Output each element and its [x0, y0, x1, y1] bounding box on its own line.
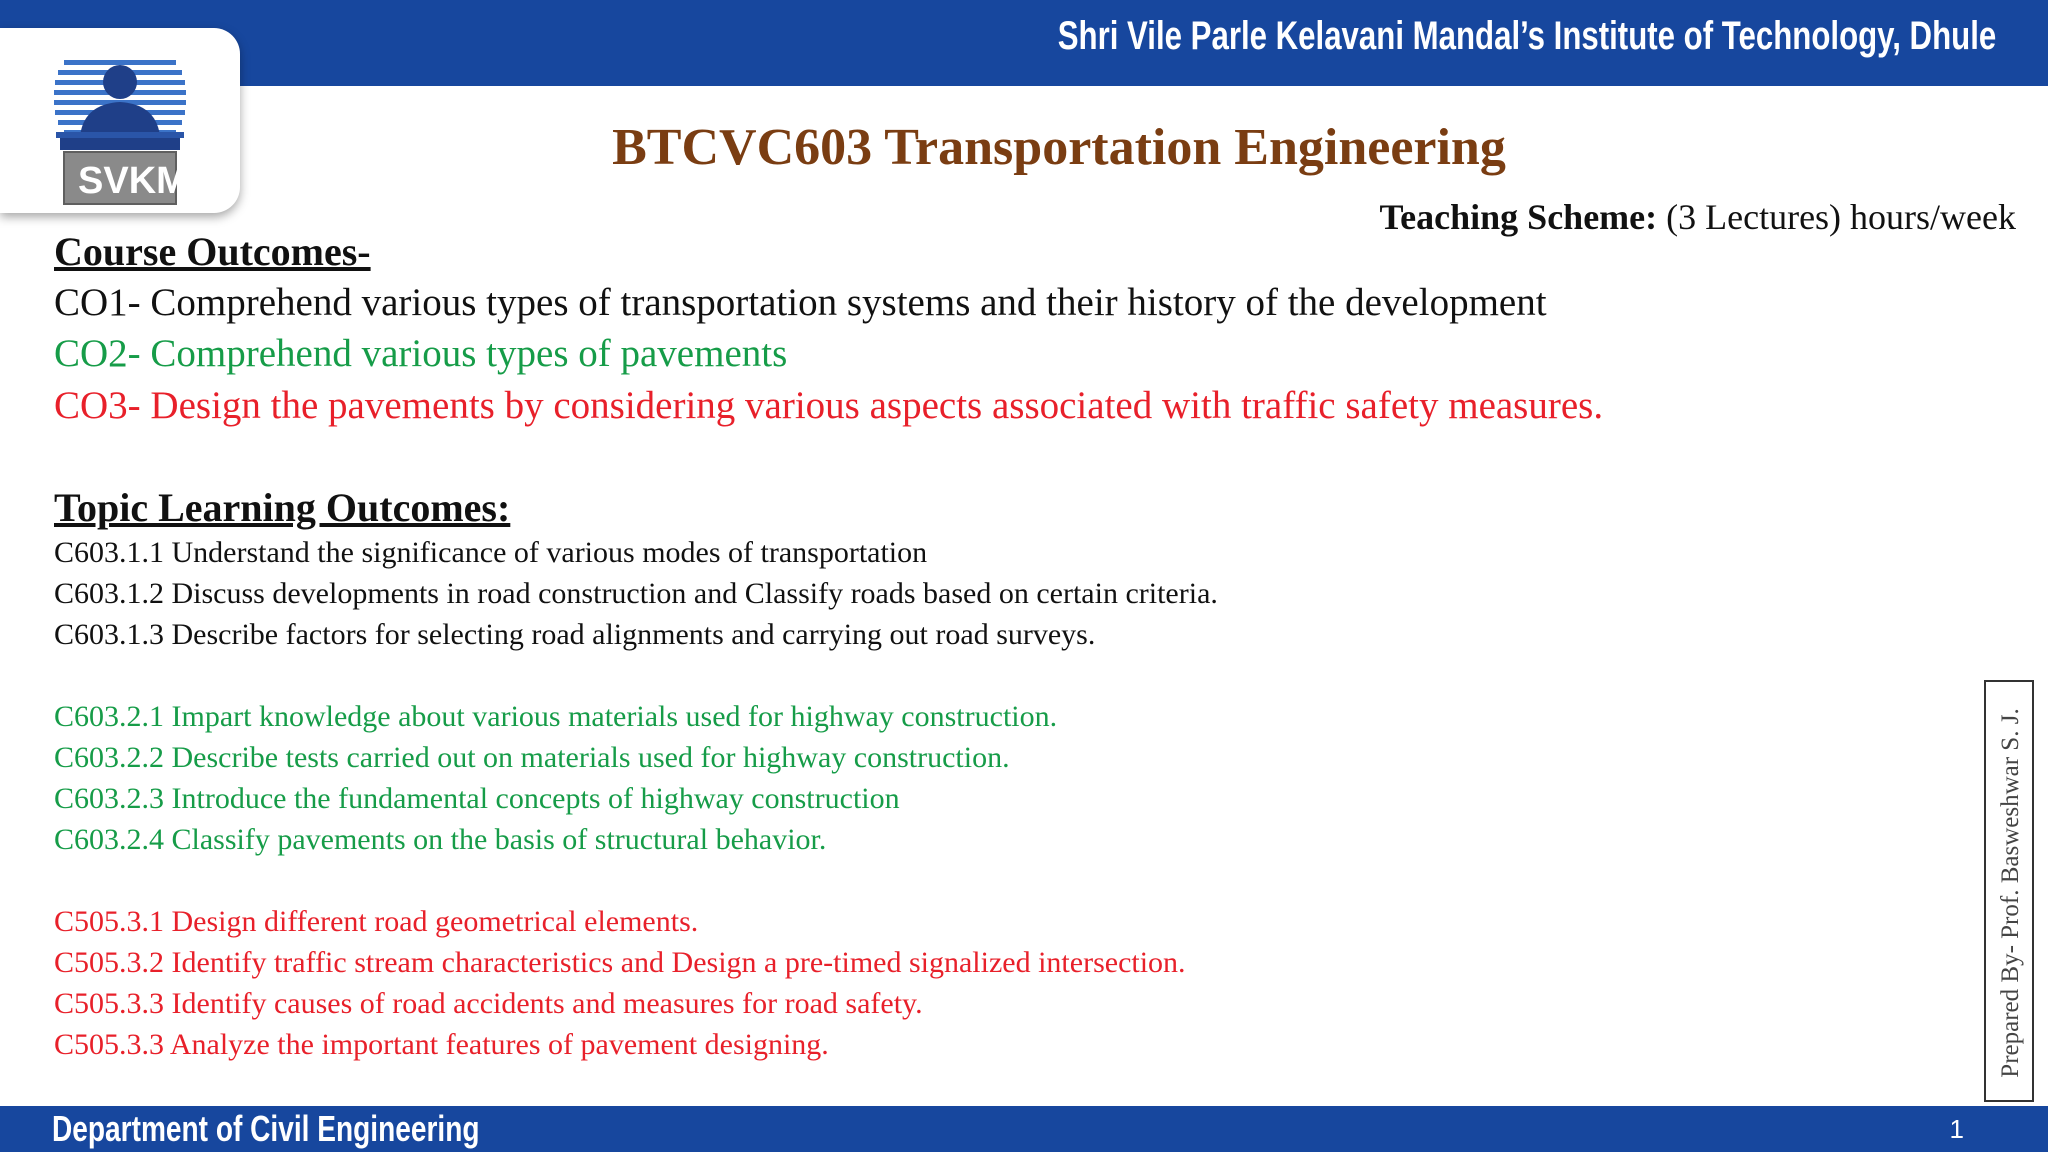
- course-outcomes-heading: Course Outcomes-: [54, 229, 371, 274]
- department-name: Department of Civil Engineering: [52, 1108, 480, 1149]
- tlo-item: C505.3.3 Analyze the important features of pavement designing.: [54, 1028, 829, 1061]
- page-number: 1: [1949, 1114, 1964, 1144]
- teaching-scheme-value: (3 Lectures) hours/week: [1657, 197, 2016, 237]
- logo-text: SVKM: [78, 160, 188, 202]
- tlo-item: C603.1.1 Understand the significance of various modes of transportation: [54, 536, 928, 569]
- course-outcome-co2: CO2- Comprehend various types of pavements: [54, 332, 788, 375]
- tlo-item: C603.1.3 Describe factors for selecting road alignments and carrying out road surveys.: [54, 618, 1096, 651]
- prepared-by-text: Prepared By- Prof. Basweshwar S. J.: [1997, 708, 2024, 1078]
- teaching-scheme-label: Teaching Scheme:: [1379, 197, 1658, 237]
- tlo-item: C505.3.2 Identify traffic stream characteristics and Design a pre-timed signalized intersection.: [54, 946, 1186, 979]
- tlo-item: C603.2.4 Classify pavements on the basis of structural behavior.: [54, 823, 827, 856]
- tlo-item: C603.1.2 Discuss developments in road construction and Classify roads based on certain criteria.: [54, 577, 1218, 610]
- prepared-by-box: [1984, 680, 2034, 1102]
- tlo-item: C603.2.3 Introduce the fundamental concepts of highway construction: [54, 782, 900, 815]
- institute-name: Shri Vile Parle Kelavani Mandal’s Institute of Technology, Dhule: [1057, 14, 1996, 58]
- topic-learning-outcomes-heading: Topic Learning Outcomes:: [54, 485, 511, 530]
- tlo-item: C603.2.1 Impart knowledge about various materials used for highway construction.: [54, 700, 1058, 733]
- tlo-item: C505.3.3 Identify causes of road accidents and measures for road safety.: [54, 987, 923, 1020]
- course-title: BTCVC603 Transportation Engineering: [612, 119, 1506, 176]
- tlo-item: C603.2.2 Describe tests carried out on materials used for highway construction.: [54, 741, 1010, 774]
- teaching-scheme: [1379, 196, 2016, 238]
- tlo-item: C505.3.1 Design different road geometrical elements.: [54, 905, 699, 938]
- course-outcome-co1: CO1- Comprehend various types of transportation systems and their history of the development: [54, 281, 1547, 324]
- course-outcome-co3: CO3- Design the pavements by considering various aspects associated with traffic safety measures.: [54, 384, 1604, 427]
